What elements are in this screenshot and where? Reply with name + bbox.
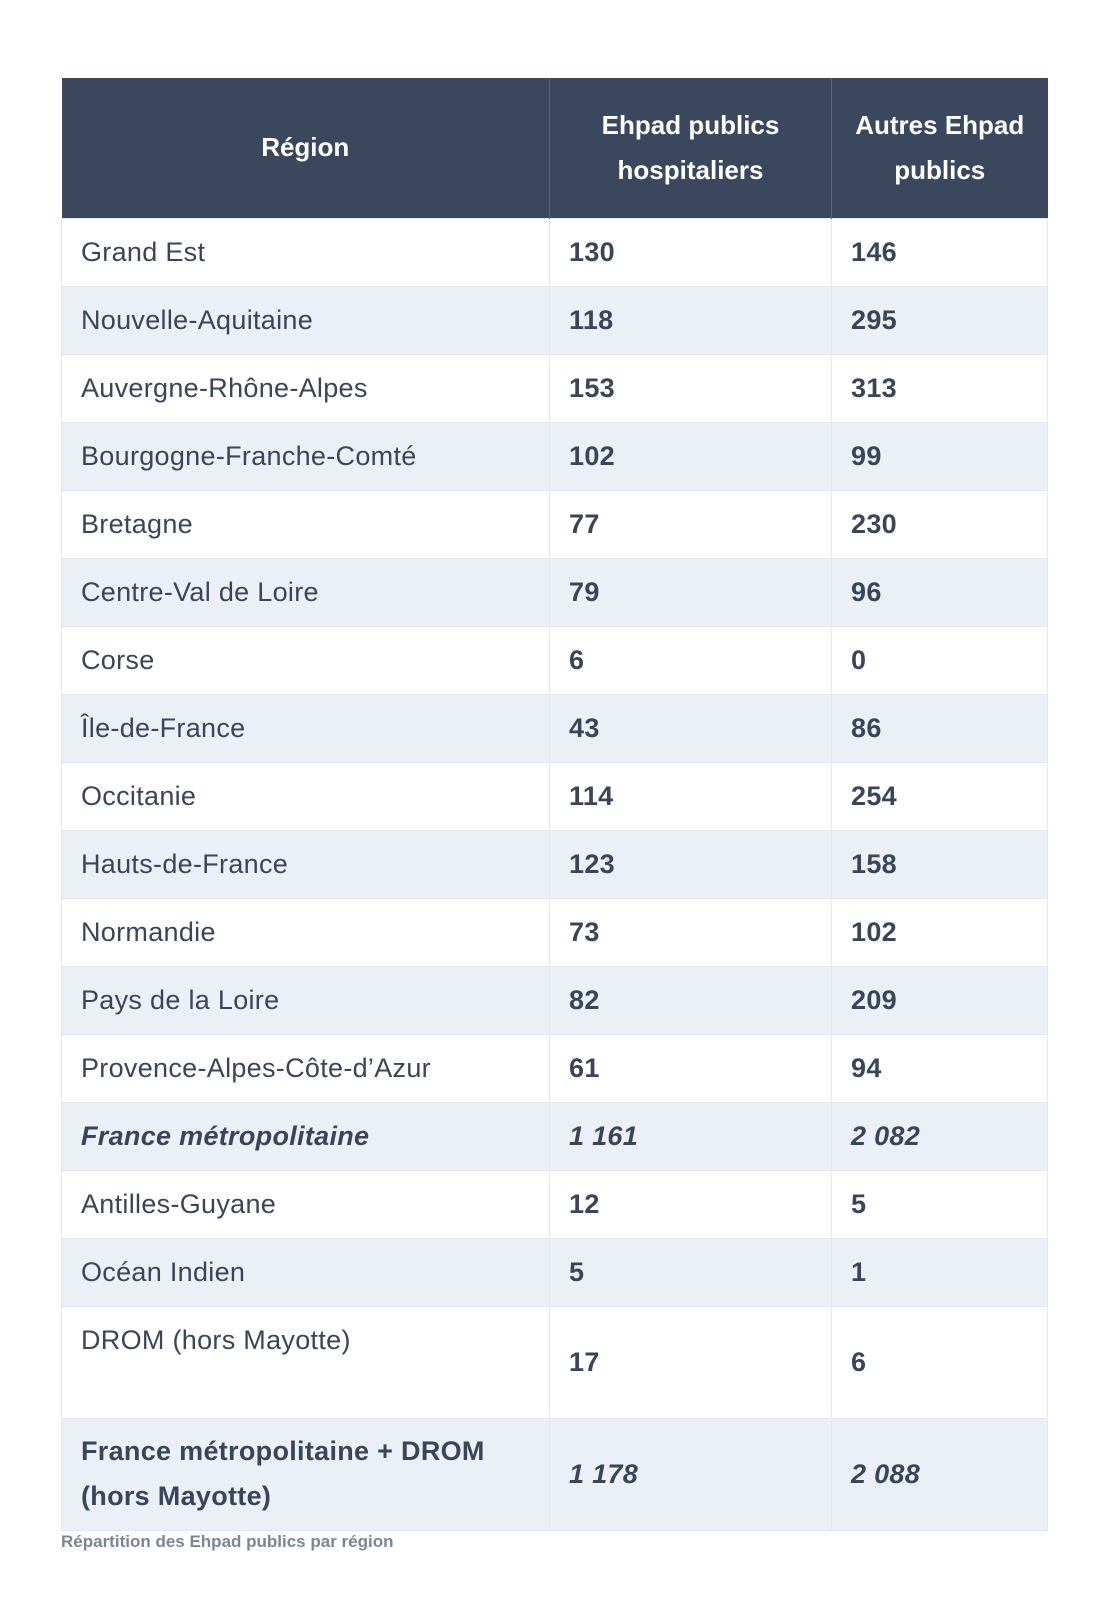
table-row bbox=[62, 490, 1048, 558]
hospitaliers-cell: 43 bbox=[550, 694, 832, 762]
region-cell: Grand Est bbox=[62, 218, 550, 286]
autres-cell: 158 bbox=[832, 830, 1048, 898]
autres-cell: 295 bbox=[832, 286, 1048, 354]
autres-cell: 6 bbox=[832, 1306, 1048, 1418]
hospitaliers-cell: 17 bbox=[550, 1306, 832, 1418]
table-row bbox=[62, 762, 1048, 830]
table-body bbox=[62, 218, 1048, 1530]
table-row bbox=[62, 694, 1048, 762]
region-table-container bbox=[61, 78, 1047, 1531]
autres-cell: 96 bbox=[832, 558, 1048, 626]
region-cell: Centre-Val de Loire bbox=[62, 558, 550, 626]
region-cell: Provence-Alpes-Côte-d’Azur bbox=[62, 1034, 550, 1102]
table-row bbox=[62, 830, 1048, 898]
hospitaliers-cell: 123 bbox=[550, 830, 832, 898]
header-region: Région bbox=[62, 78, 550, 218]
table-header bbox=[62, 78, 1048, 218]
hospitaliers-cell: 79 bbox=[550, 558, 832, 626]
autres-cell: 230 bbox=[832, 490, 1048, 558]
hospitaliers-cell: 61 bbox=[550, 1034, 832, 1102]
table-caption: Répartition des Ehpad publics par région bbox=[61, 1532, 394, 1551]
subtotal-row bbox=[62, 1102, 1048, 1170]
region-cell: Bourgogne-Franche-Comté bbox=[62, 422, 550, 490]
table-row bbox=[62, 558, 1048, 626]
hospitaliers-cell: 6 bbox=[550, 626, 832, 694]
hospitaliers-cell: 73 bbox=[550, 898, 832, 966]
header-ehpad-hospitaliers: Ehpad publics hospitaliers bbox=[550, 78, 832, 218]
table-row bbox=[62, 218, 1048, 286]
hospitaliers-cell: 1 178 bbox=[550, 1418, 832, 1530]
region-cell: Île-de-France bbox=[62, 694, 550, 762]
hospitaliers-cell: 12 bbox=[550, 1170, 832, 1238]
table-row bbox=[62, 1170, 1048, 1238]
autres-cell: 86 bbox=[832, 694, 1048, 762]
header-autres-ehpad: Autres Ehpad publics bbox=[832, 78, 1048, 218]
autres-cell: 99 bbox=[832, 422, 1048, 490]
autres-cell: 254 bbox=[832, 762, 1048, 830]
table-row bbox=[62, 898, 1048, 966]
autres-cell: 2 082 bbox=[832, 1102, 1048, 1170]
autres-cell: 146 bbox=[832, 218, 1048, 286]
region-cell: France métropolitaine + DROM (hors Mayotte) bbox=[62, 1418, 550, 1530]
hospitaliers-cell: 102 bbox=[550, 422, 832, 490]
region-cell: France métropolitaine bbox=[62, 1102, 550, 1170]
ehpad-region-table bbox=[61, 78, 1048, 1531]
region-cell: Normandie bbox=[62, 898, 550, 966]
table-row bbox=[62, 966, 1048, 1034]
region-cell: Pays de la Loire bbox=[62, 966, 550, 1034]
table-row bbox=[62, 286, 1048, 354]
hospitaliers-cell: 77 bbox=[550, 490, 832, 558]
region-cell: Bretagne bbox=[62, 490, 550, 558]
autres-cell: 1 bbox=[832, 1238, 1048, 1306]
autres-cell: 2 088 bbox=[832, 1418, 1048, 1530]
table-row bbox=[62, 422, 1048, 490]
autres-cell: 0 bbox=[832, 626, 1048, 694]
region-cell: Hauts-de-France bbox=[62, 830, 550, 898]
region-cell: Nouvelle-Aquitaine bbox=[62, 286, 550, 354]
region-cell: Corse bbox=[62, 626, 550, 694]
hospitaliers-cell: 82 bbox=[550, 966, 832, 1034]
autres-cell: 94 bbox=[832, 1034, 1048, 1102]
hospitaliers-cell: 130 bbox=[550, 218, 832, 286]
hospitaliers-cell: 1 161 bbox=[550, 1102, 832, 1170]
table-row bbox=[62, 1306, 1048, 1418]
autres-cell: 102 bbox=[832, 898, 1048, 966]
header-row bbox=[62, 78, 1048, 218]
table-row bbox=[62, 626, 1048, 694]
total-row bbox=[62, 1418, 1048, 1530]
hospitaliers-cell: 153 bbox=[550, 354, 832, 422]
region-cell: Occitanie bbox=[62, 762, 550, 830]
autres-cell: 5 bbox=[832, 1170, 1048, 1238]
table-row bbox=[62, 1238, 1048, 1306]
region-cell: DROM (hors Mayotte) bbox=[62, 1306, 550, 1418]
autres-cell: 313 bbox=[832, 354, 1048, 422]
region-cell: Antilles-Guyane bbox=[62, 1170, 550, 1238]
table-row bbox=[62, 354, 1048, 422]
hospitaliers-cell: 114 bbox=[550, 762, 832, 830]
autres-cell: 209 bbox=[832, 966, 1048, 1034]
hospitaliers-cell: 5 bbox=[550, 1238, 832, 1306]
table-row bbox=[62, 1034, 1048, 1102]
region-cell: Auvergne-Rhône-Alpes bbox=[62, 354, 550, 422]
region-cell: Océan Indien bbox=[62, 1238, 550, 1306]
hospitaliers-cell: 118 bbox=[550, 286, 832, 354]
